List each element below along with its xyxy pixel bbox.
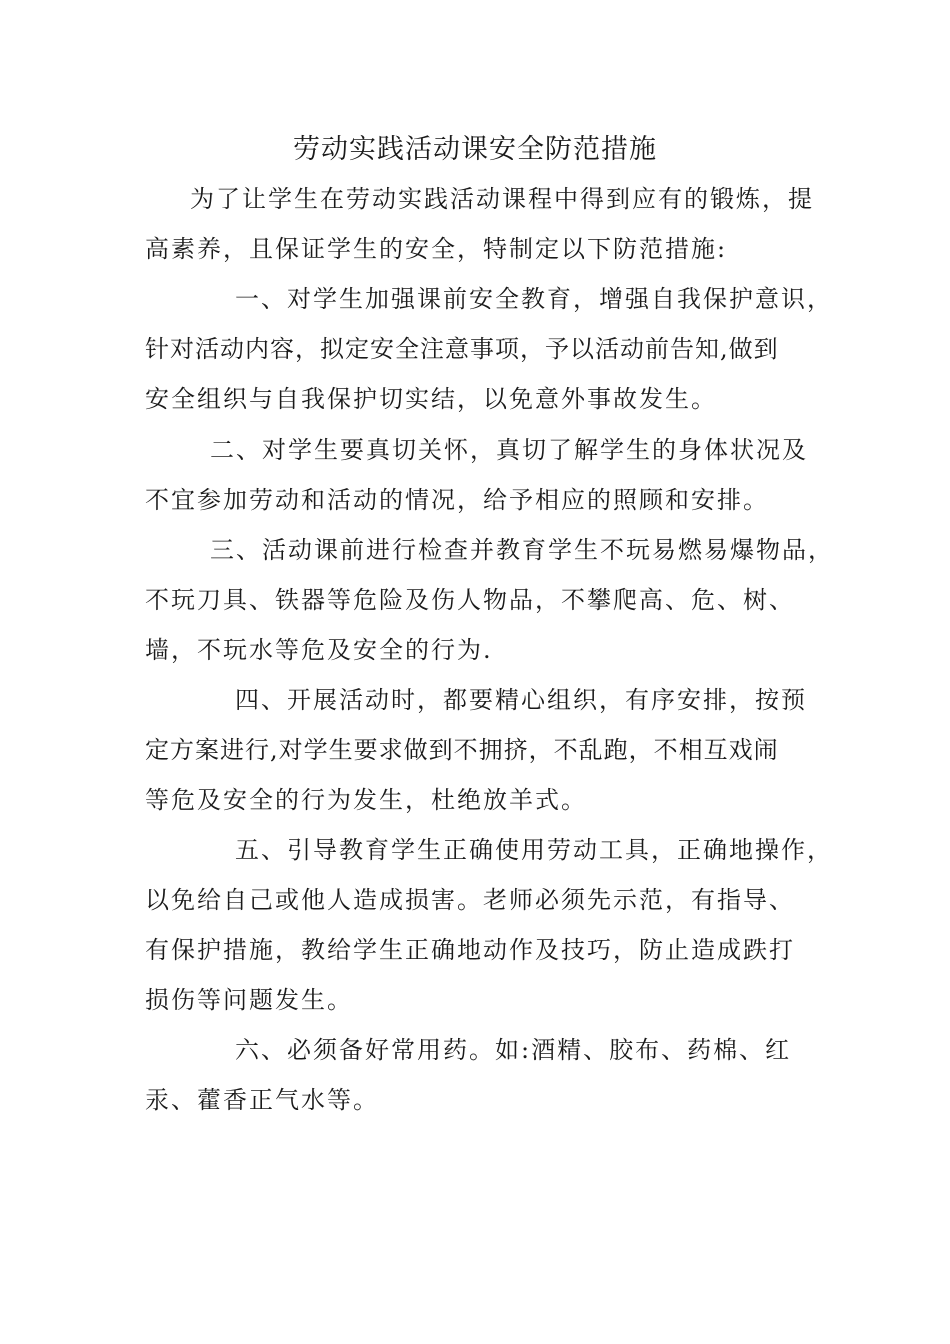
item-6-line-2: 汞、藿香正气水等。 [145, 1086, 379, 1114]
item-5-line-4: 损伤等问题发生。 [145, 986, 353, 1014]
item-2-line-2: 不宜参加劳动和活动的情况，给予相应的照顾和安排。 [145, 486, 769, 514]
item-4-line-1: 四、开展活动时，都要精心组织，有序安排，按预 [235, 686, 807, 714]
item-3-line-3: 墙，不玩水等危及安全的行为. [145, 636, 493, 664]
item-1-line-3: 安全组织与自我保护切实结，以免意外事故发生。 [145, 385, 717, 413]
item-6-line-1: 六、必须备好常用药。如:酒精、胶布、药棉、红 [235, 1036, 792, 1064]
intro-line-1: 为了让学生在劳动实践活动课程中得到应有的锻炼，提 [190, 185, 814, 213]
intro-line-2: 高素养，且保证学生的安全，特制定以下防范措施: [145, 235, 728, 263]
document-title: 劳动实践活动课安全防范措施 [293, 134, 657, 165]
item-2-line-1: 二、对学生要真切关怀，真切了解学生的身体状况及 [210, 436, 808, 464]
item-4-line-2: 定方案进行,对学生要求做到不拥挤，不乱跑，不相互戏闹 [145, 736, 779, 764]
item-3-line-1: 三、活动课前进行检查并教育学生不玩易燃易爆物品， [210, 536, 834, 564]
item-3-line-2: 不玩刀具、铁器等危险及伤人物品，不攀爬高、危、树、 [145, 586, 795, 614]
item-5-line-1: 五、引导教育学生正确使用劳动工具，正确地操作， [235, 836, 833, 864]
item-1-line-1: 一、对学生加强课前安全教育，增强自我保护意识， [235, 285, 833, 313]
item-5-line-3: 有保护措施，教给学生正确地动作及技巧，防止造成跌打 [145, 936, 795, 964]
item-5-line-2: 以免给自己或他人造成损害。老师必须先示范，有指导、 [145, 886, 795, 914]
item-4-line-3: 等危及安全的行为发生，杜绝放羊式。 [145, 786, 587, 814]
item-1-line-2: 针对活动内容，拟定安全注意事项，予以活动前告知,做到 [145, 335, 779, 363]
